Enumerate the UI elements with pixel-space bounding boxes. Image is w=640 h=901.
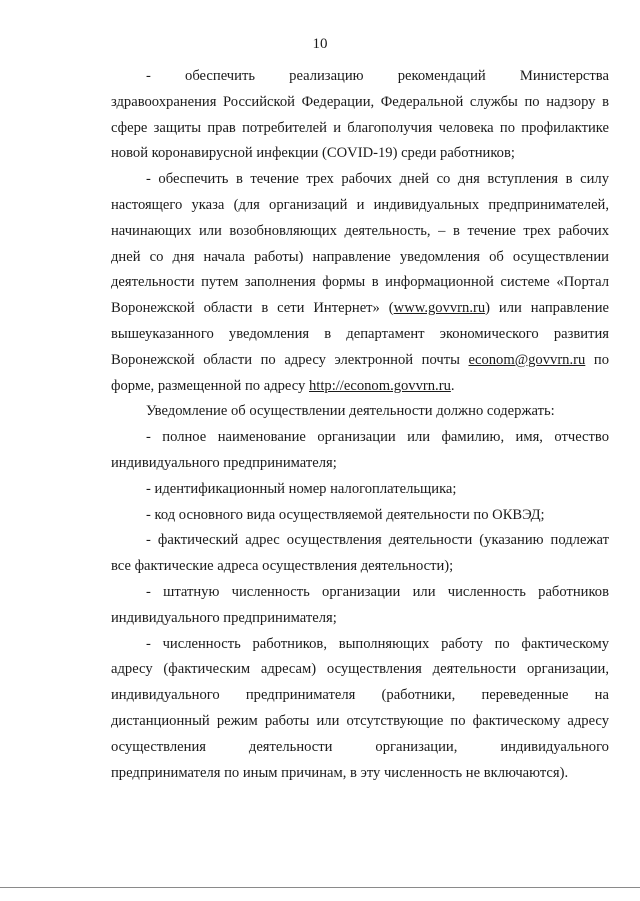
list-item-taxpayer-number: - идентификационный номер налогоплательщика;	[146, 480, 457, 497]
list-item-staff-number	[111, 580, 609, 632]
text-word: рекомендаций	[397, 68, 486, 84]
paragraph-ensure-recommendations	[111, 64, 609, 167]
text-segment: ) или направление	[485, 300, 609, 317]
document-body	[111, 64, 609, 786]
page-bottom-edge	[0, 887, 640, 888]
text-line: новой коронавирусной инфекции (COVID-19) среди работников;	[111, 145, 515, 162]
text-line: - полное наименование организации или фамилию, имя, отчество	[146, 429, 609, 446]
text-line	[111, 296, 609, 322]
text-line: - штатную численность организации или численность работников	[146, 583, 609, 600]
econom-site-link[interactable]: http://econom.govvrn.ru	[309, 377, 451, 394]
list-item-workers-count	[111, 632, 609, 787]
text-line: все фактические адреса осуществления деятельности);	[111, 558, 454, 575]
text-word: организации,	[375, 738, 458, 755]
text-word: (работники,	[381, 687, 456, 704]
text-line: начинающих или возобновляющих деятельность, – в течение трех рабочих	[111, 222, 609, 239]
text-line: - фактический адрес осуществления деятельности (указанию подлежат	[146, 532, 609, 549]
text-line	[111, 348, 609, 374]
paragraph-ensure-notification	[111, 167, 609, 399]
text-line: настоящего указа (для организаций и индивидуальных предпринимателей,	[111, 196, 609, 213]
text-line: индивидуального предпринимателя;	[111, 609, 337, 626]
text-word: реализацию	[289, 68, 364, 84]
text-line: индивидуального предпринимателя;	[111, 454, 337, 471]
text-line: - численность работников, выполняющих работу по фактическому	[146, 635, 609, 652]
text-line: дней со дня начала работы) направление уведомления об осуществлении	[111, 248, 609, 265]
page-number: 10	[312, 36, 328, 52]
text-line: вышеуказанного уведомления в департамент экономического развития	[111, 325, 609, 342]
text-segment: .	[450, 377, 455, 394]
text-line	[111, 374, 609, 400]
text-line: - обеспечить в течение трех рабочих дней со дня вступления в силу	[146, 171, 609, 188]
text-line	[111, 735, 609, 761]
text-segment: по	[585, 351, 609, 368]
econom-email-link[interactable]: econom@govvrn.ru	[468, 351, 586, 368]
text-line: предпринимателя по иным причинам, в эту численность не включаются).	[111, 764, 569, 781]
text-word: Министерства	[519, 68, 609, 84]
text-line: здравоохранения Российской Федерации, Федеральной службы по надзору в	[111, 93, 609, 110]
list-item-full-name	[111, 425, 609, 477]
text-line: деятельности путем заполнения формы в информационной системе «Портал	[111, 274, 609, 291]
text-word: индивидуального	[111, 687, 220, 704]
text-word: переведенные	[481, 687, 569, 704]
govvrn-site-link[interactable]: www.govvrn.ru	[393, 300, 486, 317]
text-word: на	[594, 687, 609, 704]
list-item-actual-address	[111, 528, 609, 580]
text-word: осуществления	[111, 738, 206, 755]
text-word: деятельности	[248, 738, 333, 755]
notice-contents-intro: Уведомление об осуществлении деятельности должно содержать:	[146, 403, 555, 420]
text-word: предпринимателя	[245, 687, 356, 704]
text-word: индивидуального	[500, 738, 609, 755]
text-line: сфере защиты прав потребителей и благополучия человека по профилактике	[111, 119, 609, 136]
text-line	[111, 64, 609, 90]
text-segment: Воронежской области по адресу электронной почты	[111, 351, 469, 368]
text-segment: Воронежской области в сети Интернет» (	[111, 300, 394, 317]
text-word: обеспечить	[185, 68, 255, 84]
text-word: -	[146, 68, 151, 84]
list-item-okved-code: - код основного вида осуществляемой деятельности по ОКВЭД;	[146, 506, 545, 523]
text-line	[111, 683, 609, 709]
text-line: адресу (фактическим адресам) осуществления деятельности организации,	[111, 661, 609, 678]
text-segment: форме, размещенной по адресу	[111, 377, 309, 394]
text-line: дистанционный режим работы или отсутствующие по фактическому адресу	[111, 712, 609, 729]
